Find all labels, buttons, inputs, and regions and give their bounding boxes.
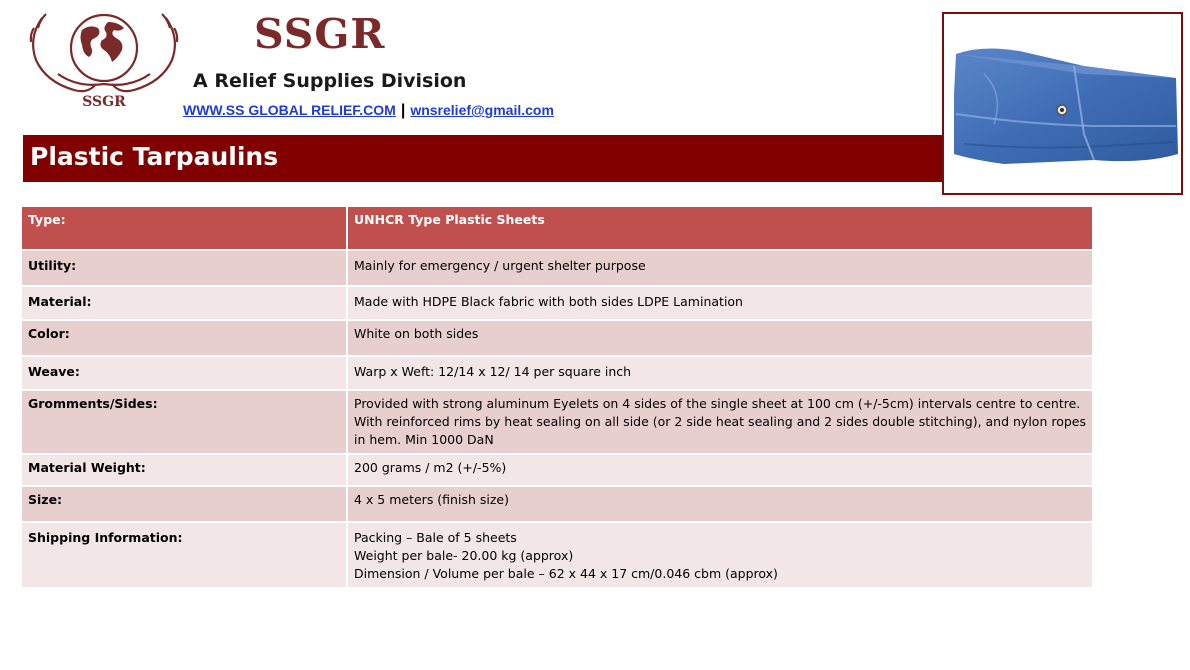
table-row (22, 522, 1092, 588)
row-label: Gromments/Sides: (22, 390, 347, 454)
division-title: A Relief Supplies Division (193, 70, 467, 92)
page-title: Plastic Tarpaulins (30, 142, 279, 171)
title-banner (23, 135, 942, 182)
row-label: Material Weight: (22, 454, 347, 486)
tarpaulin-photo (942, 12, 1183, 195)
table-header-row (22, 207, 1092, 250)
type-value: UNHCR Type Plastic Sheets (347, 207, 1092, 250)
row-value: 200 grams / m2 (+/-5%) (347, 454, 1092, 486)
row-value: Provided with strong aluminum Eyelets on 4 sides of the single sheet at 100 cm (+/-5cm) intervals centre to centre. With reinforced rims by heat sealing on all side (or 2 side heat sealing and 2 sides double stitching), and nylon ropes in hem. Min 1000 DaN (347, 390, 1092, 454)
table-row (22, 390, 1092, 454)
row-value: Warp x Weft: 12/14 x 12/ 14 per square inch (347, 356, 1092, 390)
table-row (22, 320, 1092, 356)
row-value: White on both sides (347, 320, 1092, 356)
table-row (22, 250, 1092, 286)
website-link[interactable]: WWW.SS GLOBAL RELIEF.COM (183, 102, 396, 118)
row-label: Size: (22, 486, 347, 522)
table-row (22, 286, 1092, 320)
shipping-line: Packing – Bale of 5 sheets (354, 530, 517, 545)
email-link[interactable]: wnsrelief@gmail.com (410, 102, 554, 118)
shipping-line: Dimension / Volume per bale – 62 x 44 x 17 cm/0.046 cbm (approx) (354, 566, 778, 581)
row-value: Made with HDPE Black fabric with both sides LDPE Lamination (347, 286, 1092, 320)
table-row (22, 356, 1092, 390)
row-value: Mainly for emergency / urgent shelter purpose (347, 250, 1092, 286)
row-label: Material: (22, 286, 347, 320)
ssgr-logo (24, 8, 184, 112)
row-label: Color: (22, 320, 347, 356)
link-separator: | (400, 102, 406, 119)
row-label: Utility: (22, 250, 347, 286)
shipping-line: Weight per bale- 20.00 kg (approx) (354, 548, 574, 563)
spec-table (22, 207, 1092, 589)
logo-text: SSGR (82, 94, 126, 110)
contact-links (183, 102, 554, 120)
row-label: Weave: (22, 356, 347, 390)
row-value (347, 522, 1092, 588)
type-label: Type: (22, 207, 347, 250)
row-value: 4 x 5 meters (finish size) (347, 486, 1092, 522)
brand-name: SSGR (254, 10, 386, 58)
table-row (22, 454, 1092, 486)
table-row (22, 486, 1092, 522)
row-label: Shipping Information: (22, 522, 347, 588)
